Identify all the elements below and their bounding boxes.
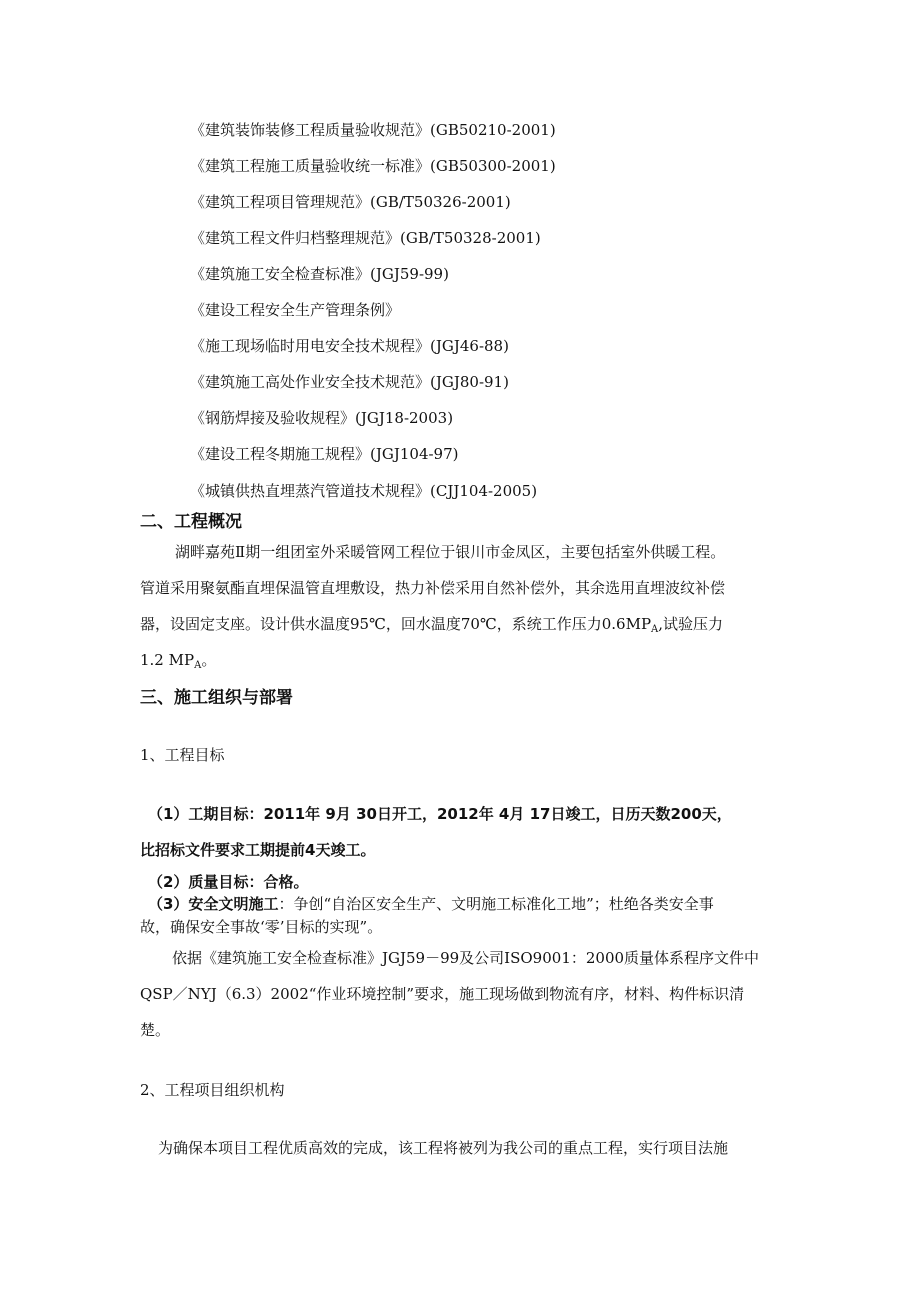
goal-quality: （2）质量目标：合格。 [148, 873, 309, 891]
overview-text: 器，设固定支座。设计供水温度95℃，回水温度70℃，系统工作压力0.6MP [140, 615, 652, 633]
overview-paragraph-line [140, 614, 723, 634]
standard-item: 《建筑装饰装修工程质量验收规范》(GB50210-2001) [190, 121, 556, 139]
section-heading-organization: 三、施工组织与部署 [140, 688, 293, 708]
subsection-title-organization: 2、工程项目组织机构 [140, 1081, 285, 1099]
goal-safety-text: ：争创“自治区安全生产、文明施工标准化工地”；杜绝各类安全事 [278, 895, 714, 913]
standard-item: 《建筑工程项目管理规范》(GB/T50326-2001) [190, 193, 511, 211]
section-heading-overview: 二、工程概况 [140, 512, 242, 532]
standard-item: 《建筑施工高处作业安全技术规范》(JGJ80-91) [190, 373, 509, 391]
goal-safety-line [148, 894, 714, 914]
overview-paragraph-line: 湖畔嘉苑Ⅱ期一组团室外采暖管网工程位于银川市金凤区，主要包括室外供暖工程。 [175, 543, 726, 561]
goal-schedule-line: 比招标文件要求工期提前4天竣工。 [140, 841, 376, 859]
standard-item: 《钢筋焊接及验收规程》(JGJ18-2003) [190, 409, 454, 427]
goal-safety-line: 故，确保安全事故‘零’目标的实现”。 [140, 918, 383, 936]
standard-item: 《建筑工程施工质量验收统一标准》(GB50300-2001) [190, 157, 556, 175]
overview-paragraph-line: 管道采用聚氨酯直埋保温管直埋敷设，热力补偿采用自然补偿外，其余选用直埋波纹补偿 [140, 579, 726, 597]
standard-item: 《建设工程冬期施工规程》(JGJ104-97) [190, 445, 459, 463]
basis-paragraph-line: 楚。 [140, 1021, 171, 1039]
overview-paragraph-line [140, 650, 216, 670]
unit-subscript: A [651, 624, 659, 635]
overview-text: 1.2 MP [140, 651, 195, 669]
organization-paragraph-line: 为确保本项目工程优质高效的完成，该工程将被列为我公司的重点工程，实行项目法施 [158, 1139, 729, 1157]
goal-safety-label: （3）安全文明施工 [148, 895, 279, 913]
basis-paragraph-line: QSP／NYJ（6.3）2002“作业环境控制”要求，施工现场做到物流有序，材料、构件标识清 [140, 985, 745, 1003]
overview-text: 。 [201, 651, 217, 669]
standard-item: 《城镇供热直埋蒸汽管道技术规程》(CJJ104-2005) [190, 482, 538, 500]
subsection-title-goals: 1、工程目标 [140, 746, 225, 764]
basis-paragraph-line: 依据《建筑施工安全检查标准》JGJ59－99及公司ISO9001：2000质量体系程序文件中 [172, 949, 760, 967]
standard-item: 《施工现场临时用电安全技术规程》(JGJ46-88) [190, 337, 509, 355]
standard-item: 《建设工程安全生产管理条例》 [190, 301, 401, 319]
standard-item: 《建筑工程文件归档整理规范》(GB/T50328-2001) [190, 229, 541, 247]
unit-subscript: A [194, 660, 202, 671]
standard-item: 《建筑施工安全检查标准》(JGJ59-99) [190, 265, 449, 283]
goal-schedule-line: （1）工期目标：2011年 9月 30日开工，2012年 4月 17日竣工，日历天数200天， [148, 805, 732, 823]
overview-text: ,试验压力 [658, 615, 724, 633]
